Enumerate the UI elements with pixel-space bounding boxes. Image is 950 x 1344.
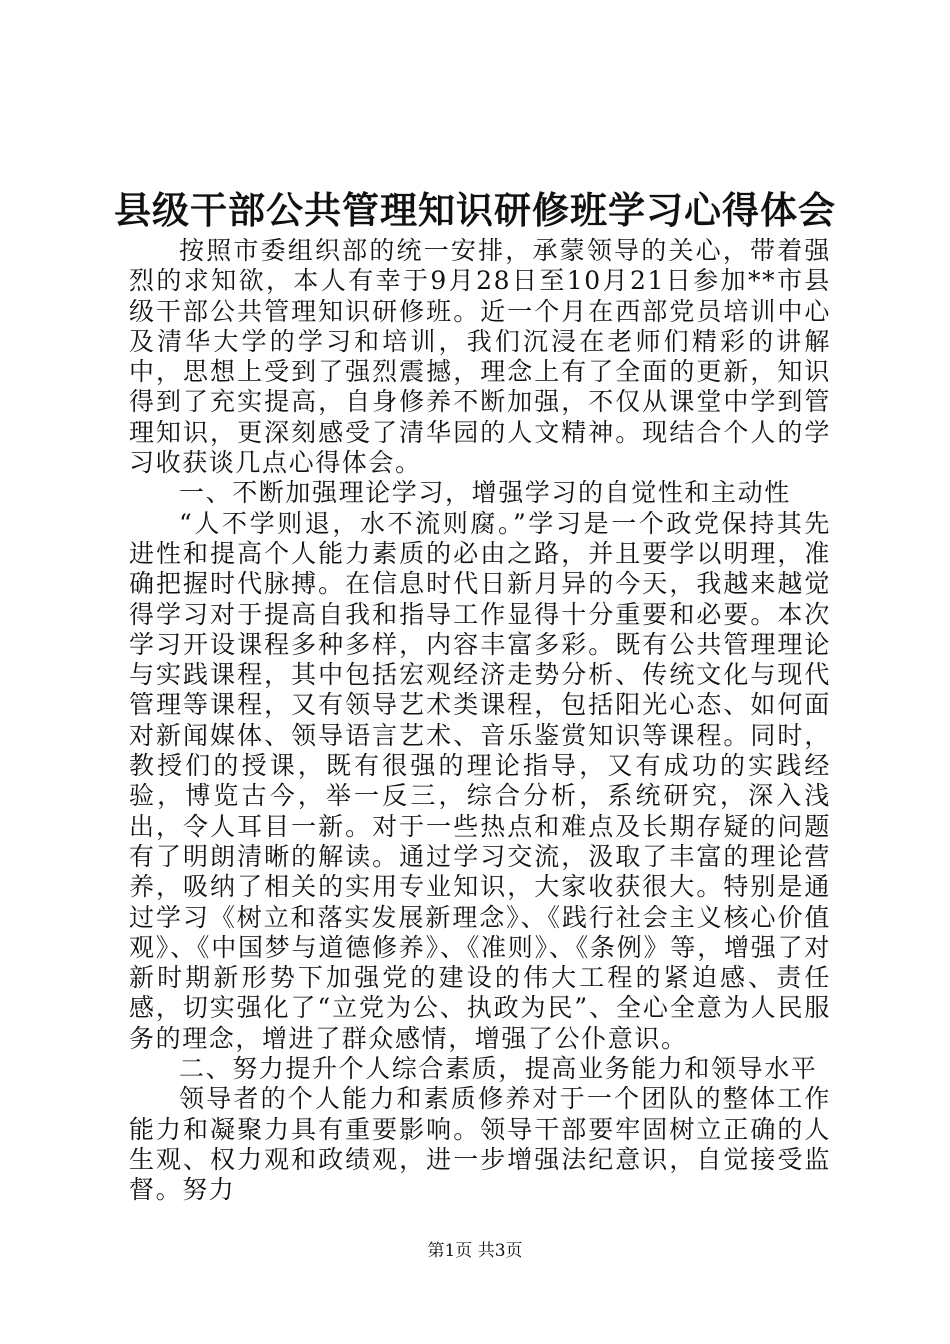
- section-heading-2: 二、努力提升个人综合素质，提高业务能力和领导水平: [179, 1054, 818, 1084]
- document-body: [129, 236, 831, 1206]
- section-paragraph-1: “人不学则退，水不流则腐。”学习是一个政党保持其先进性和提高个人能力素质的必由之路，并且要学以明理，准确把握时代脉搏。在信息时代日新月异的今天，我越来越觉得学习对于提高自我和指导工作显得十分重要和必要。本次学习开设课程多种多样，内容丰富多彩。既有公共管理理论与实践课程，其中包括宏观经济走势分析、传统文化与现代管理等课程，又有领导艺术类课程，包括阳光心态、如何面对新闻媒体、领导语言艺术、音乐鉴赏知识等课程。同时，教授们的授课，既有很强的理论指导，又有成功的实践经验，博览古今，举一反三，综合分析，系统研究，深入浅出，令人耳目一新。对于一些热点和难点及长期存疑的问题有了明朗清晰的解读。通过学习交流，汲取了丰富的理论营养，吸纳了相关的实用专业知识，大家收获很大。特别是通过学习《树立和落实发展新理念》、《践行社会主义核心价值观》、《中国梦与道德修养》、《准则》、《条例》等，增强了对新时期新形势下加强党的建设的伟大工程的紧迫感、责任感，切实强化了“立党为公、执政为民”、全心全意为人民服务的理念，增进了群众感情，增强了公仆意识。: [129, 508, 831, 1053]
- section-heading-1: 一、不断加强理论学习，增强学习的自觉性和主动性: [179, 478, 791, 508]
- intro-paragraph: 按照市委组织部的统一安排，承蒙领导的关心，带着强烈的求知欲，本人有幸于9月28日至10月21日参加**市县级干部公共管理知识研修班。近一个月在西部党员培训中心及清华大学的学习和培训，我们沉浸在老师们精彩的讲解中，思想上受到了强烈震撼，理念上有了全面的更新，知识得到了充实提高，自身修养不断加强，不仅从课堂中学到管理知识，更深刻感受了清华园的人文精神。现结合个人的学习收获谈几点心得体会。: [129, 236, 831, 478]
- document-title: 县级干部公共管理知识研修班学习心得体会: [114, 188, 836, 232]
- page-footer: 第1页 共3页: [427, 1241, 523, 1261]
- section-paragraph-2: 领导者的个人能力和素质修养对于一个团队的整体工作能力和凝聚力具有重要影响。领导干部要牢固树立正确的人生观、权力观和政绩观，进一步增强法纪意识，自觉接受监督。努力: [129, 1084, 831, 1205]
